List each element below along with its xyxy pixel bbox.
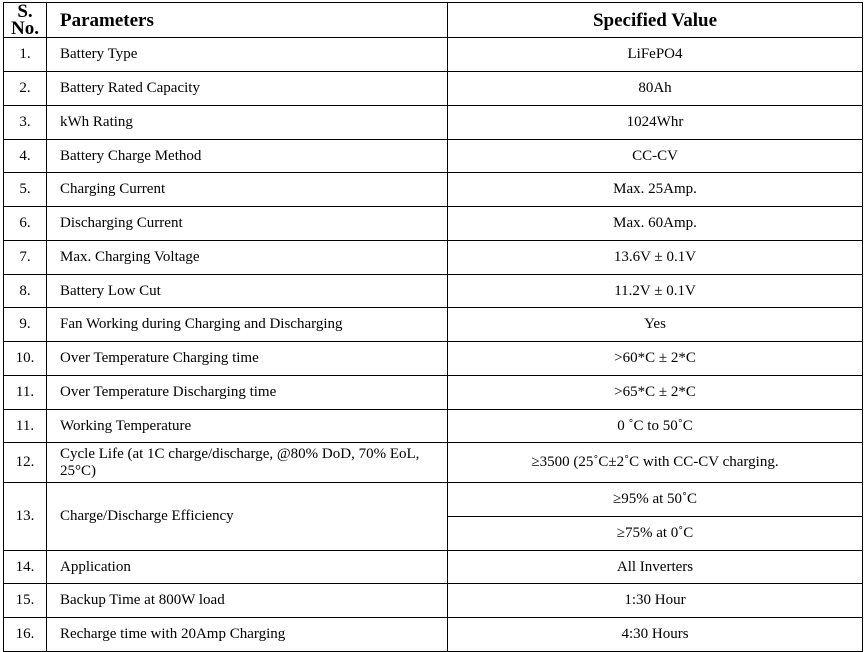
row-number: 1.	[4, 38, 47, 72]
row-parameter: Max. Charging Voltage	[47, 241, 448, 275]
row-value: ≥3500 (25˚C±2˚C with CC-CV charging.	[448, 443, 863, 483]
row-parameter	[47, 443, 448, 483]
row-parameter: Fan Working during Charging and Discharging	[47, 308, 448, 342]
table-row	[4, 342, 863, 376]
sno-header-line2: No.	[11, 18, 39, 39]
row-parameter: Battery Low Cut	[47, 275, 448, 308]
row-value: 1024Whr	[448, 106, 863, 140]
specified-value-header: Specified Value	[448, 3, 863, 38]
row-value: >65*C ± 2*C	[448, 376, 863, 410]
row-value: Max. 25Amp.	[448, 173, 863, 207]
row-value: LiFePO4	[448, 38, 863, 72]
table-row	[4, 483, 863, 517]
row-number: 11.	[4, 410, 47, 443]
row-number: 4.	[4, 140, 47, 173]
row-number: 2.	[4, 72, 47, 106]
table-row	[4, 106, 863, 140]
row-parameter-text: Cycle Life (at 1C charge/discharge, @80% DoD, 70% EoL, 25°C)	[60, 445, 420, 479]
row-value: >60*C ± 2*C	[448, 342, 863, 376]
table-row	[4, 443, 863, 483]
row-parameter: Over Temperature Charging time	[47, 342, 448, 376]
spec-table	[3, 2, 863, 652]
row-parameter: Battery Rated Capacity	[47, 72, 448, 106]
row-parameter: Recharge time with 20Amp Charging	[47, 618, 448, 652]
row-parameter: Backup Time at 800W load	[47, 584, 448, 618]
row-value: 13.6V ± 0.1V	[448, 241, 863, 275]
table-row	[4, 173, 863, 207]
row-value: Max. 60Amp.	[448, 207, 863, 241]
row-value: 11.2V ± 0.1V	[448, 275, 863, 308]
row-number: 10.	[4, 342, 47, 376]
sno-header	[4, 3, 47, 38]
row-number: 9.	[4, 308, 47, 342]
table-row	[4, 376, 863, 410]
table-row	[4, 38, 863, 72]
row-value: 0 ˚C to 50˚C	[448, 410, 863, 443]
row-value: CC-CV	[448, 140, 863, 173]
row-number: 15.	[4, 584, 47, 618]
row-number: 8.	[4, 275, 47, 308]
row-value: All Inverters	[448, 551, 863, 584]
row-value: ≥95% at 50˚C	[448, 483, 863, 517]
row-number: 13.	[4, 483, 47, 551]
row-value: 1:30 Hour	[448, 584, 863, 618]
table-row	[4, 241, 863, 275]
row-number: 3.	[4, 106, 47, 140]
row-parameter: Charge/Discharge Efficiency	[47, 483, 448, 551]
row-value: 80Ah	[448, 72, 863, 106]
table-row	[4, 140, 863, 173]
row-number: 6.	[4, 207, 47, 241]
row-parameter: Over Temperature Discharging time	[47, 376, 448, 410]
row-parameter: Application	[47, 551, 448, 584]
row-number: 5.	[4, 173, 47, 207]
sno-header-line1: S.	[17, 1, 33, 22]
row-value: 4:30 Hours	[448, 618, 863, 652]
row-value: Yes	[448, 308, 863, 342]
table-row	[4, 207, 863, 241]
row-parameter: kWh Rating	[47, 106, 448, 140]
table-row	[4, 308, 863, 342]
table-row	[4, 618, 863, 652]
row-number: 12.	[4, 443, 47, 483]
row-number: 11.	[4, 376, 47, 410]
row-parameter: Discharging Current	[47, 207, 448, 241]
parameters-header: Parameters	[47, 3, 448, 38]
row-number: 14.	[4, 551, 47, 584]
table-row	[4, 410, 863, 443]
row-parameter: Battery Type	[47, 38, 448, 72]
header-row	[4, 3, 863, 38]
row-value-secondary: ≥75% at 0˚C	[448, 517, 863, 551]
table-row	[4, 584, 863, 618]
table-row	[4, 72, 863, 106]
row-parameter: Battery Charge Method	[47, 140, 448, 173]
table-row	[4, 275, 863, 308]
row-number: 16.	[4, 618, 47, 652]
table-row	[4, 551, 863, 584]
row-parameter: Working Temperature	[47, 410, 448, 443]
row-number: 7.	[4, 241, 47, 275]
row-parameter: Charging Current	[47, 173, 448, 207]
